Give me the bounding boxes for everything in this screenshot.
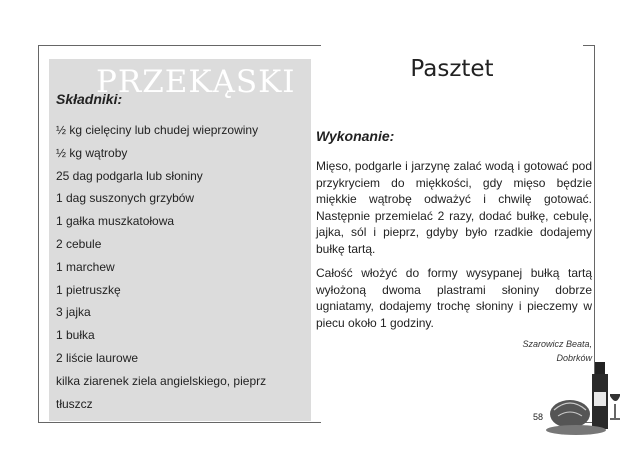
method-heading: Wykonanie: [316, 128, 395, 144]
list-item: ½ kg wątroby [56, 145, 128, 160]
list-item: 2 cebule [56, 236, 102, 251]
list-item: 25 dag podgarla lub słoniny [56, 168, 203, 183]
dish-title: Pasztet [410, 56, 494, 82]
list-item: kilka ziarenek ziela angielskiego, pieprz [56, 373, 267, 388]
list-item: 1 gałka muszkatołowa [56, 214, 175, 229]
ingredients-list [56, 119, 266, 415]
wine-and-food-illustration [546, 356, 628, 436]
bottle-label-icon [594, 392, 606, 406]
method-paragraph: Całość włożyć do formy wysypanej bułką tartą wyłożoną dwoma plastrami słoniny dobrze ugniatamy, dodajemy trochę słoniny i pieczemy w piecu około 1 godziny. [316, 266, 592, 330]
list-item: 3 jajka [56, 305, 91, 320]
method-paragraph: Mięso, podgarle i jarzynę zalać wodą i gotować pod przykryciem do miękkości, gdy mięso będzie miękkie wątrobę odważyć i chwilę gotować. Następnie przemielać 2 razy, dodać bułkę, cebulę, jajka, sól i pieprz, gdyby było rzadkie dodajemy bułkę tartą. [316, 159, 592, 256]
bottle-neck-icon [595, 362, 605, 374]
list-item: 1 dag suszonych grzybów [56, 191, 195, 206]
section-title: PRZEKĄSKI [96, 64, 296, 100]
plate-icon [546, 425, 606, 435]
list-item: 1 bułka [56, 328, 95, 343]
list-item: 2 liście laurowe [56, 350, 139, 365]
page-number: 58 [528, 410, 548, 424]
wine-glass-icon [610, 394, 620, 401]
list-item: 1 pietruszkę [56, 282, 121, 297]
author-place: Dobrków [556, 353, 592, 363]
bread-icon [550, 400, 590, 428]
list-item: 1 marchew [56, 259, 115, 274]
author-name: Szarowicz Beata, [522, 339, 592, 349]
list-item: tłuszcz [56, 396, 93, 411]
ingredients-heading: Składniki: [56, 91, 123, 107]
frame-left-border [38, 45, 39, 423]
list-item: ½ kg cielęciny lub chudej wieprzowiny [56, 123, 259, 137]
method-text [316, 158, 592, 339]
